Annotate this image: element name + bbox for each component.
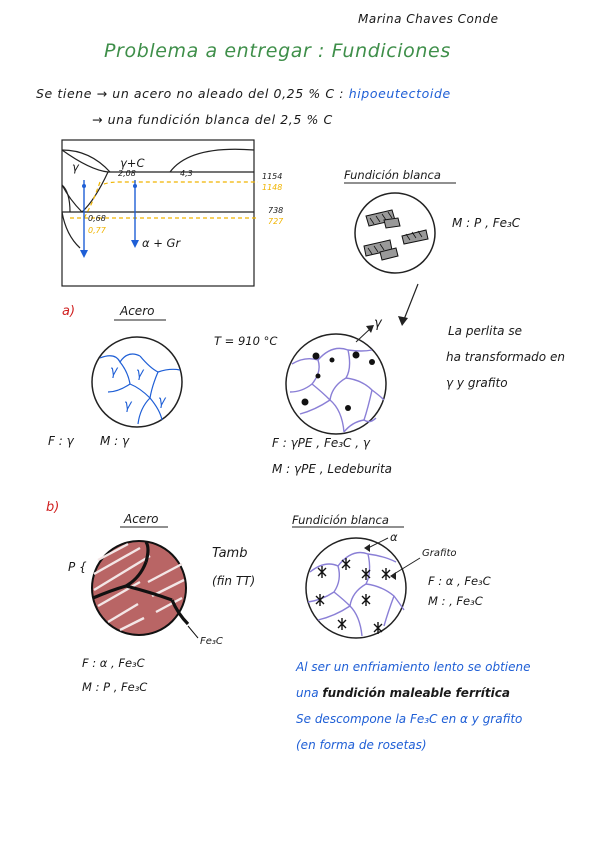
conclusion-line-1: Al ser un enfriamiento lento se obtiene <box>296 660 531 674</box>
phase-diagram <box>62 140 254 286</box>
section-a-fb-m: M : γPE , Ledeburita <box>272 462 393 476</box>
diagram-068: 0,68 <box>88 214 106 223</box>
steel-type-label: hipoeutectoide <box>348 86 451 101</box>
diagram-208: 2,08 <box>118 169 136 178</box>
fb-arrow-head <box>398 316 408 326</box>
note-line-1: La perlita se <box>448 324 522 338</box>
alpha-pointer-label: α <box>390 530 398 544</box>
gamma-grain-4: γ <box>158 394 166 409</box>
diagram-727: 727 <box>268 217 284 226</box>
author-name: Marina Chaves Conde <box>358 12 499 26</box>
acero-gamma-circle <box>92 337 182 427</box>
acero-pearlite-circle <box>92 541 198 638</box>
section-b-fb-m: M : , Fe₃C <box>428 594 483 608</box>
tamb-sub-label: (fin TT) <box>212 574 256 588</box>
note-line-3: γ y grafito <box>446 376 508 390</box>
section-a-acero-m: M : γ <box>100 434 130 448</box>
diagram-43: 4,3 <box>180 169 193 178</box>
alpha-gamma-curve <box>62 185 70 212</box>
diagram-077: 0,77 <box>88 226 106 235</box>
diagram-gamma: γ <box>72 160 79 174</box>
section-a-label: a) <box>62 304 76 319</box>
acm-line <box>82 172 108 212</box>
note-line-2: ha transformado en <box>446 350 565 364</box>
section-a-acero-title: Acero <box>120 304 155 318</box>
section-b-acero-f: F : α , Fe₃C <box>82 656 145 670</box>
page-title: Problema a entregar : Fundiciones <box>104 40 451 62</box>
intro-line-2: → una fundición blanca del 2,5 % C <box>92 112 333 127</box>
fb-arrow <box>403 284 418 322</box>
solidus <box>62 150 108 172</box>
stable-dashed-lines <box>70 182 258 218</box>
diagram-1148: 1148 <box>262 183 283 192</box>
diagram-alpha-gr: α + Gr <box>142 236 181 250</box>
section-a-acero-f: F : γ <box>48 434 74 448</box>
pearlite-brace-label: P { <box>68 560 87 574</box>
conclusion-line-2-prefix: una <box>296 686 319 700</box>
section-a-fb-f: F : γPE , Fe₃C , γ <box>272 436 370 450</box>
conclusion-line-4: (en forma de rosetas) <box>296 738 427 752</box>
tamb-label: Tamb <box>212 546 248 561</box>
gamma-grain-3: γ <box>124 398 132 413</box>
section-b-acero-m: M : P , Fe₃C <box>82 680 148 694</box>
fb-910-circle <box>286 325 386 434</box>
diagram-1154: 1154 <box>262 172 283 181</box>
fb-top-phases: M : P , Fe₃C <box>452 216 521 230</box>
fb-initial-circle <box>355 193 435 273</box>
conclusion-line-2 <box>296 686 510 700</box>
grafito-pointer-label: Grafito <box>422 548 457 559</box>
fb-rosette-circle <box>306 538 420 638</box>
liquidus-left <box>62 150 110 172</box>
diagram-gamma-c: γ+C <box>120 156 145 170</box>
gamma-pointer-label: γ <box>374 316 382 331</box>
section-a-temp: T = 910 °C <box>214 334 278 348</box>
diagram-738: 738 <box>268 206 284 215</box>
fb-top-title: Fundición blanca <box>344 168 441 182</box>
conclusion-line-3: Se descompone la Fe₃C en α y grafito <box>296 712 523 726</box>
intro-line-1-prefix: Se tiene → un acero no aleado del 0,25 % C : <box>36 86 345 101</box>
gamma-grain-2: γ <box>136 366 144 381</box>
section-b-fb-title: Fundición blanca <box>292 513 389 527</box>
section-b-fb-f: F : α , Fe₃C <box>428 574 491 588</box>
gamma-grain-1: γ <box>110 364 118 379</box>
fe3c-pointer-label: Fe₃C <box>200 636 223 647</box>
conclusion-malleable-type: fundición maleable ferrítica <box>322 686 510 700</box>
section-b-acero-title: Acero <box>124 512 159 526</box>
section-b-label: b) <box>46 500 60 515</box>
phase-diagram-frame <box>62 140 254 286</box>
